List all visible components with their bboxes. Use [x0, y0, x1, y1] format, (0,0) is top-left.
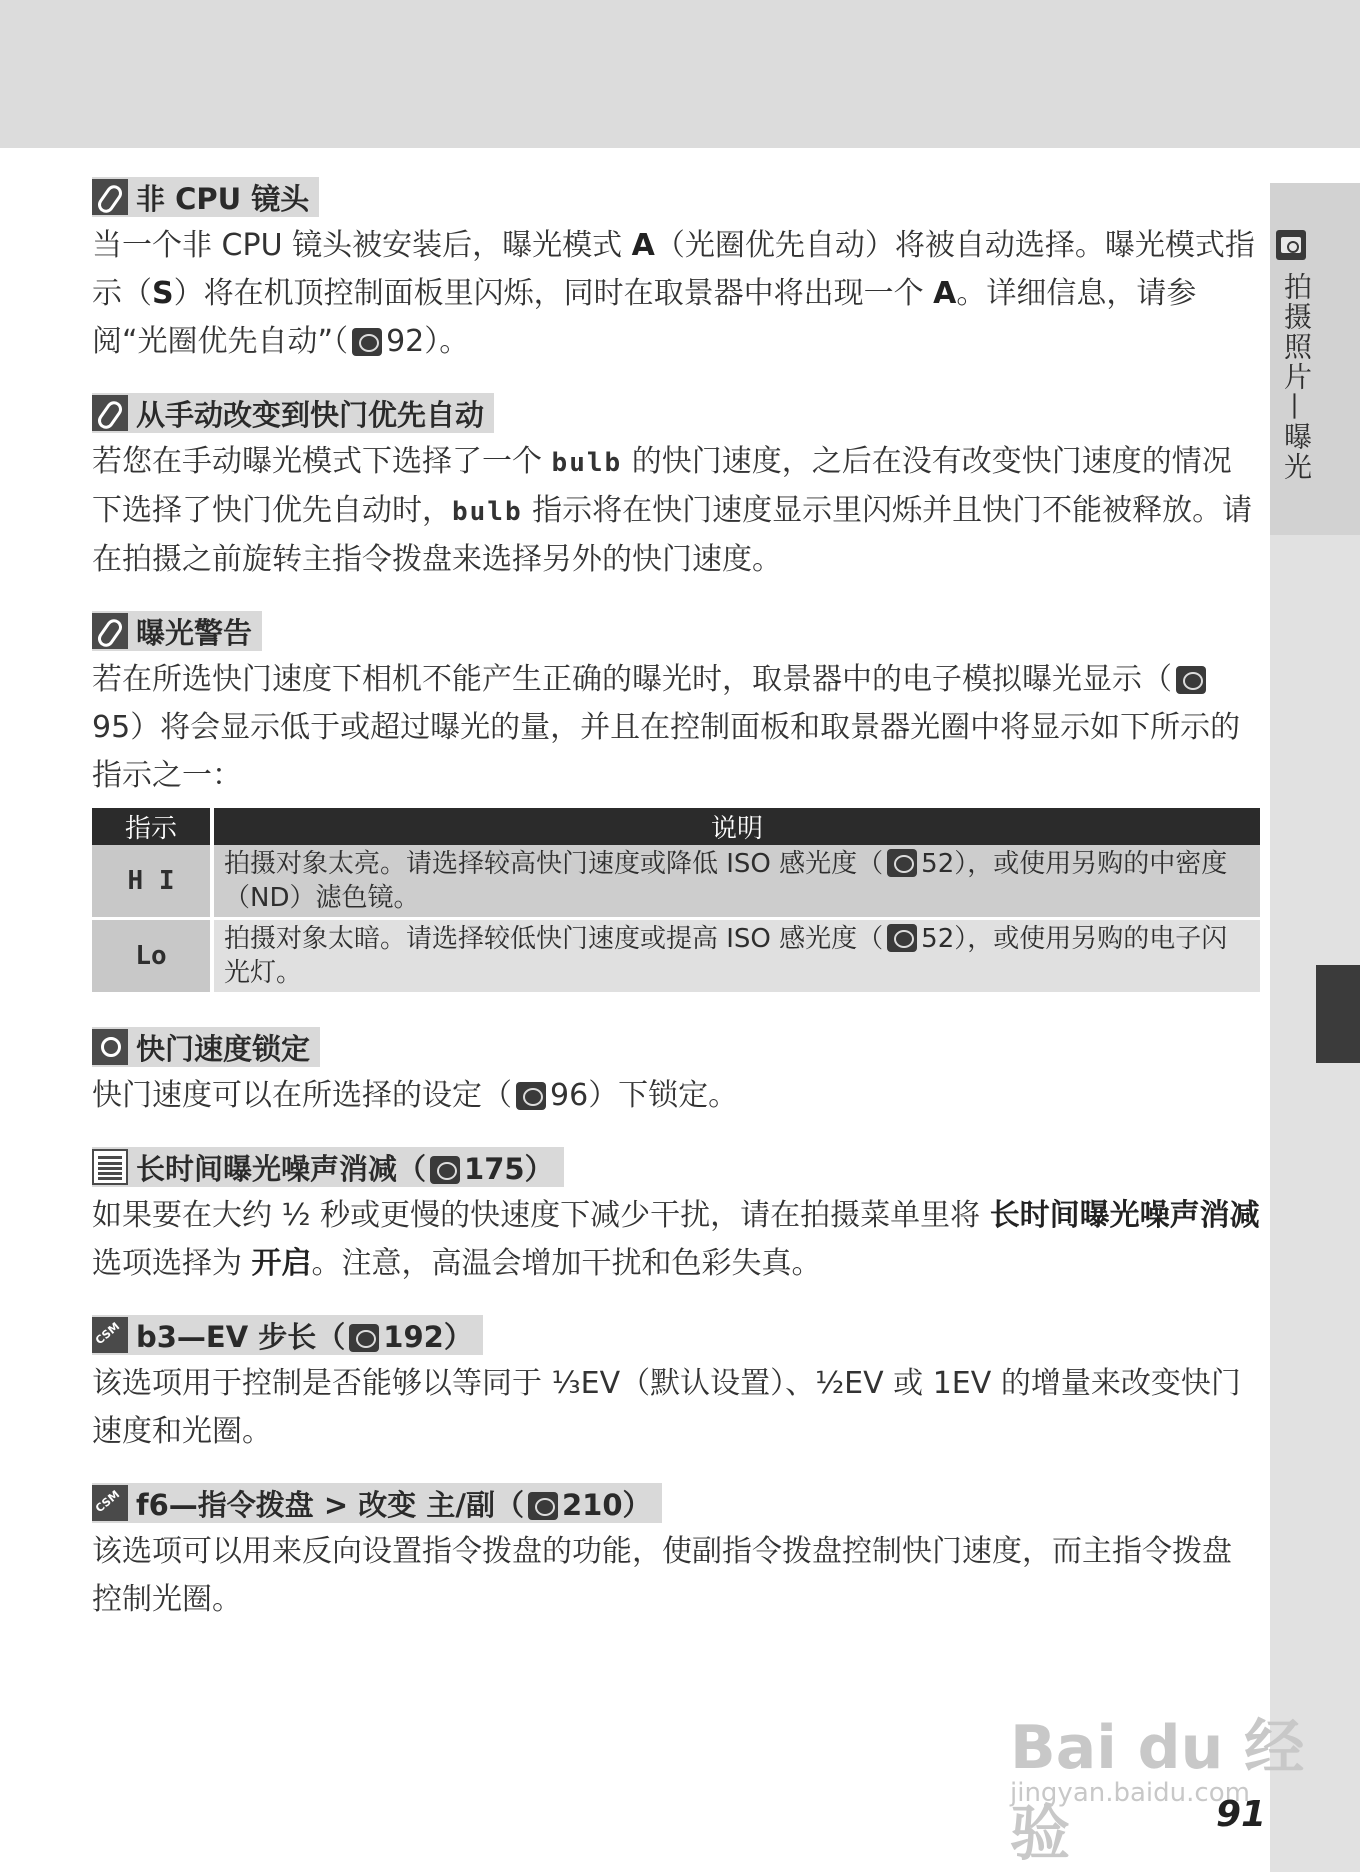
top-band — [0, 0, 1360, 148]
heading-text: 快门速度锁定 — [136, 1031, 311, 1066]
page-ref-icon — [887, 849, 917, 877]
section-heading — [92, 1482, 1260, 1524]
page-ref-number: 92 — [386, 324, 425, 359]
table-row — [92, 845, 1260, 920]
camera-icon — [1276, 230, 1306, 260]
note-icon — [92, 613, 128, 649]
section-shutter-lock — [92, 1026, 1260, 1120]
section-heading — [92, 392, 1260, 434]
section-long-exposure-nr — [92, 1146, 1260, 1288]
section-heading — [92, 176, 1260, 218]
section-body: 该选项用于控制是否能够以等同于 ⅓EV（默认设置）、½EV 或 1EV 的增量来改变快门速度和光圈。 — [92, 1366, 1241, 1449]
page-ref-icon — [352, 328, 382, 356]
section-body: 该选项可以用来反向设置指令拨盘的功能，使副指令拨盘控制快门速度，而主指令拨盘控制光圈。 — [92, 1534, 1232, 1617]
lcd-bulb-indicator: bulb — [452, 497, 523, 527]
page-ref-number: 96 — [550, 1078, 589, 1113]
page-ref-number: 175 — [464, 1151, 525, 1186]
watermark-logo: Bai du 经验 — [1010, 1713, 1305, 1869]
note-icon — [92, 179, 128, 215]
watermark-url: jingyan.baidu.com — [1010, 1778, 1250, 1808]
page-ref-number: 52 — [921, 924, 955, 954]
table-header: 指示 — [92, 808, 214, 845]
section-exposure-warning — [92, 610, 1260, 992]
section-command-dial — [92, 1482, 1260, 1624]
page-ref-number: 95 — [92, 710, 131, 745]
main-content — [92, 176, 1260, 1650]
page-ref-icon — [1176, 666, 1206, 694]
page-ref-icon — [528, 1492, 558, 1520]
table-cell-description: 拍摄对象太亮。请选择较高快门速度或降低 ISO 感光度（ 52），或使用另购的中密度（ND）滤色镜。 — [214, 845, 1260, 920]
lcd-bulb-indicator: bulb — [551, 448, 623, 478]
section-body: 当一个非 CPU 镜头被安装后，曝光模式 A（光圈优先自动）将被自动选择。曝光模式指示（S）将在机顶控制面板里闪烁，同时在取景器中将出现一个 A。详细信息，请参阅“光圈优先自动”（ 92）。 — [92, 228, 1255, 359]
page-ref-number: 52 — [921, 849, 955, 879]
heading-text: 非 CPU 镜头 — [136, 181, 310, 216]
table-header: 说明 — [214, 808, 1260, 845]
heading-text: b3—EV 步长（ 192） — [136, 1319, 473, 1354]
section-body: 如果要在大约 ½ 秒或更慢的快速度下减少干扰，请在拍摄菜单里将 长时间曝光噪声消减 选项选择为 开启。注意，高温会增加干扰和色彩失真。 — [92, 1198, 1260, 1281]
note-icon — [92, 395, 128, 431]
sidebar-title: 拍摄照片—曝光 — [1280, 272, 1313, 482]
page-number: 91 — [1216, 1794, 1267, 1835]
heading-text: 从手动改变到快门优先自动 — [136, 397, 485, 432]
indicator-table — [92, 808, 1260, 992]
lock-icon — [92, 1029, 128, 1065]
section-body: 若您在手动曝光模式下选择了一个 bulb 的快门速度，之后在没有改变快门速度的情况下选择了快门优先自动时，bulb 指示将在快门速度显示里闪烁并且快门不能被释放。请在拍摄之前旋转主指令拨盘来选择另外的快门速度。 — [92, 444, 1253, 577]
heading-text: f6—指令拨盘 > 改变 主/副（ 210） — [136, 1487, 652, 1522]
heading-text: 长时间曝光噪声消减（ 175） — [136, 1151, 554, 1186]
page-marker — [1316, 965, 1360, 1063]
section-manual-to-shutter-priority — [92, 392, 1260, 584]
section-non-cpu-lens — [92, 176, 1260, 366]
table-header-row — [92, 808, 1260, 845]
page-ref-number: 210 — [561, 1487, 623, 1522]
page-ref-icon — [430, 1156, 460, 1184]
table-cell-description: 拍摄对象太暗。请选择较低快门速度或提高 ISO 感光度（ 52），或使用另购的电子闪光灯。 — [214, 920, 1260, 992]
lcd-indicator-lo: Lo — [92, 920, 214, 992]
lcd-indicator-hi: H I — [92, 845, 214, 920]
page-ref-icon — [516, 1082, 546, 1110]
csm-icon — [92, 1317, 128, 1353]
menu-icon — [92, 1149, 128, 1185]
table-row — [92, 920, 1260, 992]
section-heading — [92, 610, 1260, 652]
csm-icon — [92, 1485, 128, 1521]
section-heading — [92, 1146, 1260, 1188]
section-ev-step — [92, 1314, 1260, 1456]
page-ref-icon — [349, 1324, 379, 1352]
page-ref-number: 192 — [383, 1319, 444, 1354]
section-heading — [92, 1314, 1260, 1356]
section-body: 快门速度可以在所选择的设定（ 96）下锁定。 — [92, 1078, 739, 1113]
heading-text: 曝光警告 — [136, 615, 253, 650]
section-heading — [92, 1026, 1260, 1068]
section-body: 若在所选快门速度下相机不能产生正确的曝光时，取景器中的电子模拟曝光显示（95）将会显示低于或超过曝光的量，并且在控制面板和取景器光圈中将显示如下所示的指示之一： — [92, 662, 1241, 793]
page-ref-icon — [887, 924, 917, 952]
